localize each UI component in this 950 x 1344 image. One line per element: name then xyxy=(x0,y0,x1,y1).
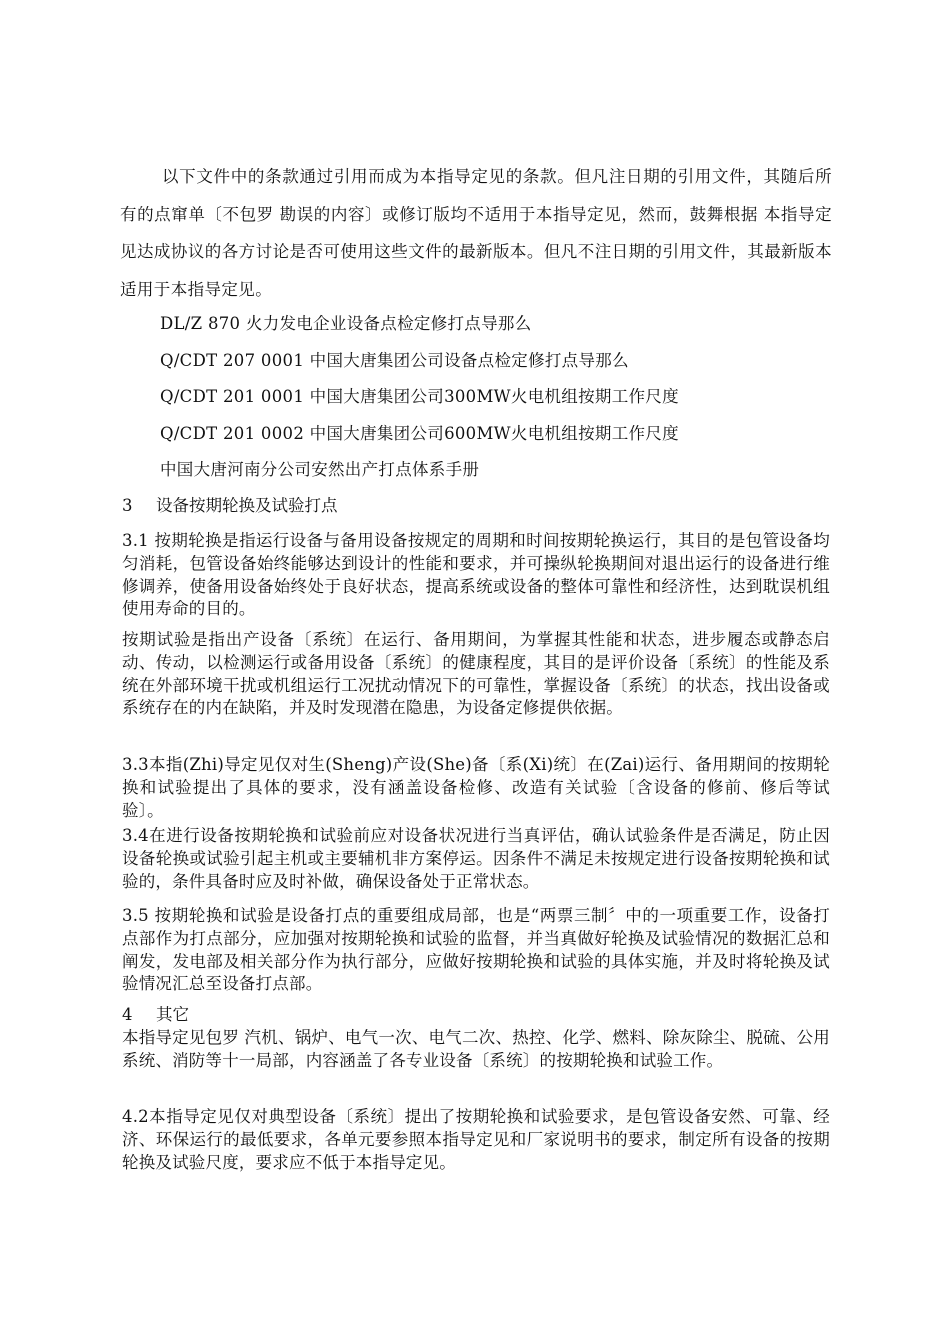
section-4-heading xyxy=(122,1003,189,1027)
paragraph-4-2: 4.2本指导定见仅对典型设备〔系统〕提出了按期轮换和试验要求，是包管设备安然、可靠、经济、环保运行的最低要求，各单元要参照本指导定见和厂家说明书的要求，制定所有设备的按期轮换及试验尺度，要求应不低于本指导定见。 xyxy=(122,1107,830,1172)
paragraph-3-2: 按期试验是指出产设备〔系统〕在运行、备用期间，为掌握其性能和状态，进步履态或静态启动、传动，以检测运行或备用设备〔系统〕的健康程度，其目的是评价设备〔系统〕的性能及系统在外部环境干扰或机组运行工况扰动情况下的可靠性，掌握设备〔系统〕的状态，找出设备或系统存在的内在缺陷，并及时发现潜在隐患，为设备定修提供依据。 xyxy=(122,630,830,718)
section-title: 设备按期轮换及试验打点 xyxy=(156,496,338,515)
reference-item: Q/CDT 201 0002 中国大唐集团公司600MW火电机组按期工作尺度 xyxy=(160,423,679,443)
reference-list xyxy=(160,306,679,489)
paragraph-3-4: 3.4在进行设备按期轮换和试验前应对设备状况进行当真评估，确认试验条件是否满足，防止因设备轮换或试验引起主机或主要辅机非方案停运。因条件不满足未按规定进行设备按期轮换和试验的，条件具备时应及时补做，确保设备处于正常状态。 xyxy=(122,826,830,891)
section-number: 3 xyxy=(122,496,133,515)
reference-item: DL/Z 870 火力发电企业设备点检定修打点导那么 xyxy=(160,314,532,333)
paragraph-3-5: 3.5 按期轮换和试验是设备打点的重要组成局部，也是“两票三制〞中的一项重要工作，设备打点部作为打点部分，应加强对按期轮换和试验的监督，并当真做好轮换及试验情况的数据汇总和阐发，发电部及相关部分作为执行部分，应做好按期轮换和试验的具体实施，并及时将轮换及试验情况汇总至设备打点部。 xyxy=(122,906,830,994)
reference-item: Q/CDT 207 0001 中国大唐集团公司设备点检定修打点导那么 xyxy=(160,350,629,370)
section-3-heading xyxy=(122,494,338,518)
paragraph-3-3: 3.3本指(Zhi)导定见仅对生(Sheng)产设(She)备〔系(Xi)统〕在(Zai)运行、备用期间的按期轮换和试验提出了具体的要求，没有涵盖设备检修、改造有关试验〔含设备的修前、修后等试验〕。 xyxy=(122,755,830,820)
paragraph-3-1: 3.1 按期轮换是指运行设备与备用设备按规定的周期和时间按期轮换运行，其目的是包管设备均匀消耗，包管设备始终能够达到设计的性能和要求，并可操纵轮换期间对退出运行的设备进行维修调养，使备用设备始终处于良好状态，提高系统或设备的整体可靠性和经济性，达到耽误机组使用寿命的目的。 xyxy=(122,531,830,619)
intro-paragraph: 以下文件中的条款通过引用而成为本指导定见的条款。但凡注日期的引用文件，其随后所有的点窜单〔不包罗 勘误的内容〕或修订版均不适用于本指导定见，然而，鼓舞根据 本指导定见达成协议的各方讨论是否可使用这些文件的最新版本。但凡不注日期的引用文件，其最新版本适用于本指导定见。 xyxy=(120,167,832,299)
reference-item: Q/CDT 201 0001 中国大唐集团公司300MW火电机组按期工作尺度 xyxy=(160,387,679,406)
reference-item: 中国大唐河南分公司安然出产打点体系手册 xyxy=(160,460,480,479)
section-number: 4 xyxy=(122,1005,133,1024)
section-title: 其它 xyxy=(156,1005,189,1024)
paragraph-4-0: 本指导定见包罗 汽机、锅炉、电气一次、电气二次、热控、化学、燃料、除灰除尘、脱硫、公用系统、消防等十一局部，内容涵盖了各专业设备〔系统〕的按期轮换和试验工作。 xyxy=(122,1028,830,1070)
